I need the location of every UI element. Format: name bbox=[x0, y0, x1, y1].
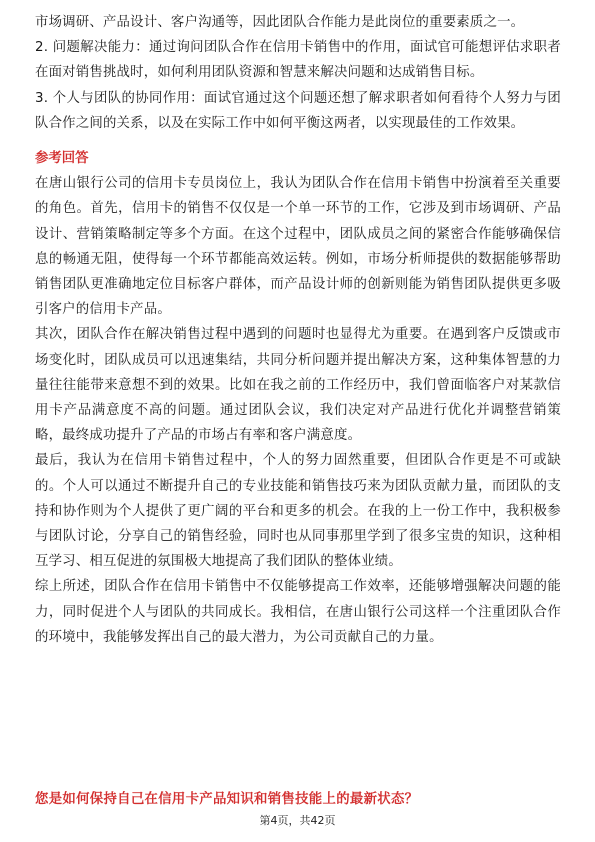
page-footer: 第4页，共42页 bbox=[259, 814, 336, 827]
answer-paragraph-4: 综上所述，团队合作在信用卡销售中不仅能够提高工作效率，还能够增强解决问题的能力，同时促进个人与团队的共同成长。我相信，在唐山银行公司这样一个注重团队合作的环境中，我能够发挥出自己的最大潜力，为公司贡献自己的力量。 bbox=[35, 579, 561, 645]
next-question-heading: 您是如何保持自己在信用卡产品知识和销售技能上的最新状态？ bbox=[35, 792, 419, 807]
answer-paragraph-3: 最后，我认为在信用卡销售过程中，个人的努力固然重要，但团队合作更是不可或缺的。个人可以通过不断提升自己的专业技能和销售技巧来为团队贡献力量，而团队的支持和协作则为个人提供了更广阔的平台和更多的机会。在我的上一份工作中，我积极参与团队讨论，分享自己的销售经验，同时也从同事那里学到了很多宝贵的知识，这种相互学习、相互促进的氛围极大地提高了我们团队的整体业绩。 bbox=[35, 453, 561, 570]
document-body bbox=[35, 10, 561, 650]
answer-paragraph-1: 在唐山银行公司的信用卡专员岗位上，我认为团队合作在信用卡销售中扮演着至关重要的角色。首先，信用卡的销售不仅仅是一个单一环节的工作，它涉及到市场调研、产品设计、营销策略制定等多个方面。在这个过程中，团队成员之间的紧密合作能够确保信息的畅通无阻，使得每一个环节都能高效运转。例如，市场分析师提供的数据能够帮助销售团队更准确地定位目标客户群体，而产品设计师的创新则能为销售团队提供更多吸引客户的信用卡产品。 bbox=[35, 176, 561, 318]
answer-heading: 参考回答 bbox=[35, 151, 89, 167]
intro-paragraph-1: 市场调研、产品设计、客户沟通等，因此团队合作能力是此岗位的重要素质之一。 bbox=[35, 15, 525, 30]
intro-paragraph-3: 3. 个人与团队的协同作用：面试官通过这个问题还想了解求职者如何看待个人努力与团队合作之间的关系，以及在实际工作中如何平衡这两者，以实现最佳的工作效果。 bbox=[35, 90, 561, 131]
answer-paragraph-2: 其次，团队合作在解决销售过程中遇到的问题时也显得尤为重要。在遇到客户反馈或市场变化时，团队成员可以迅速集结，共同分析问题并提出解决方案，这种集体智慧的力量往往能带来意想不到的效果。比如在我之前的工作经历中，我们曾面临客户对某款信用卡产品满意度不高的问题。通过团队会议，我们决定对产品进行优化并调整营销策略，最终成功提升了产品的市场占有率和客户满意度。 bbox=[35, 327, 561, 444]
intro-paragraph-2: 2. 问题解决能力：通过询问团队合作在信用卡销售中的作用，面试官可能想评估求职者在面对销售挑战时，如何利用团队资源和智慧来解决问题和达成销售目标。 bbox=[35, 40, 561, 81]
